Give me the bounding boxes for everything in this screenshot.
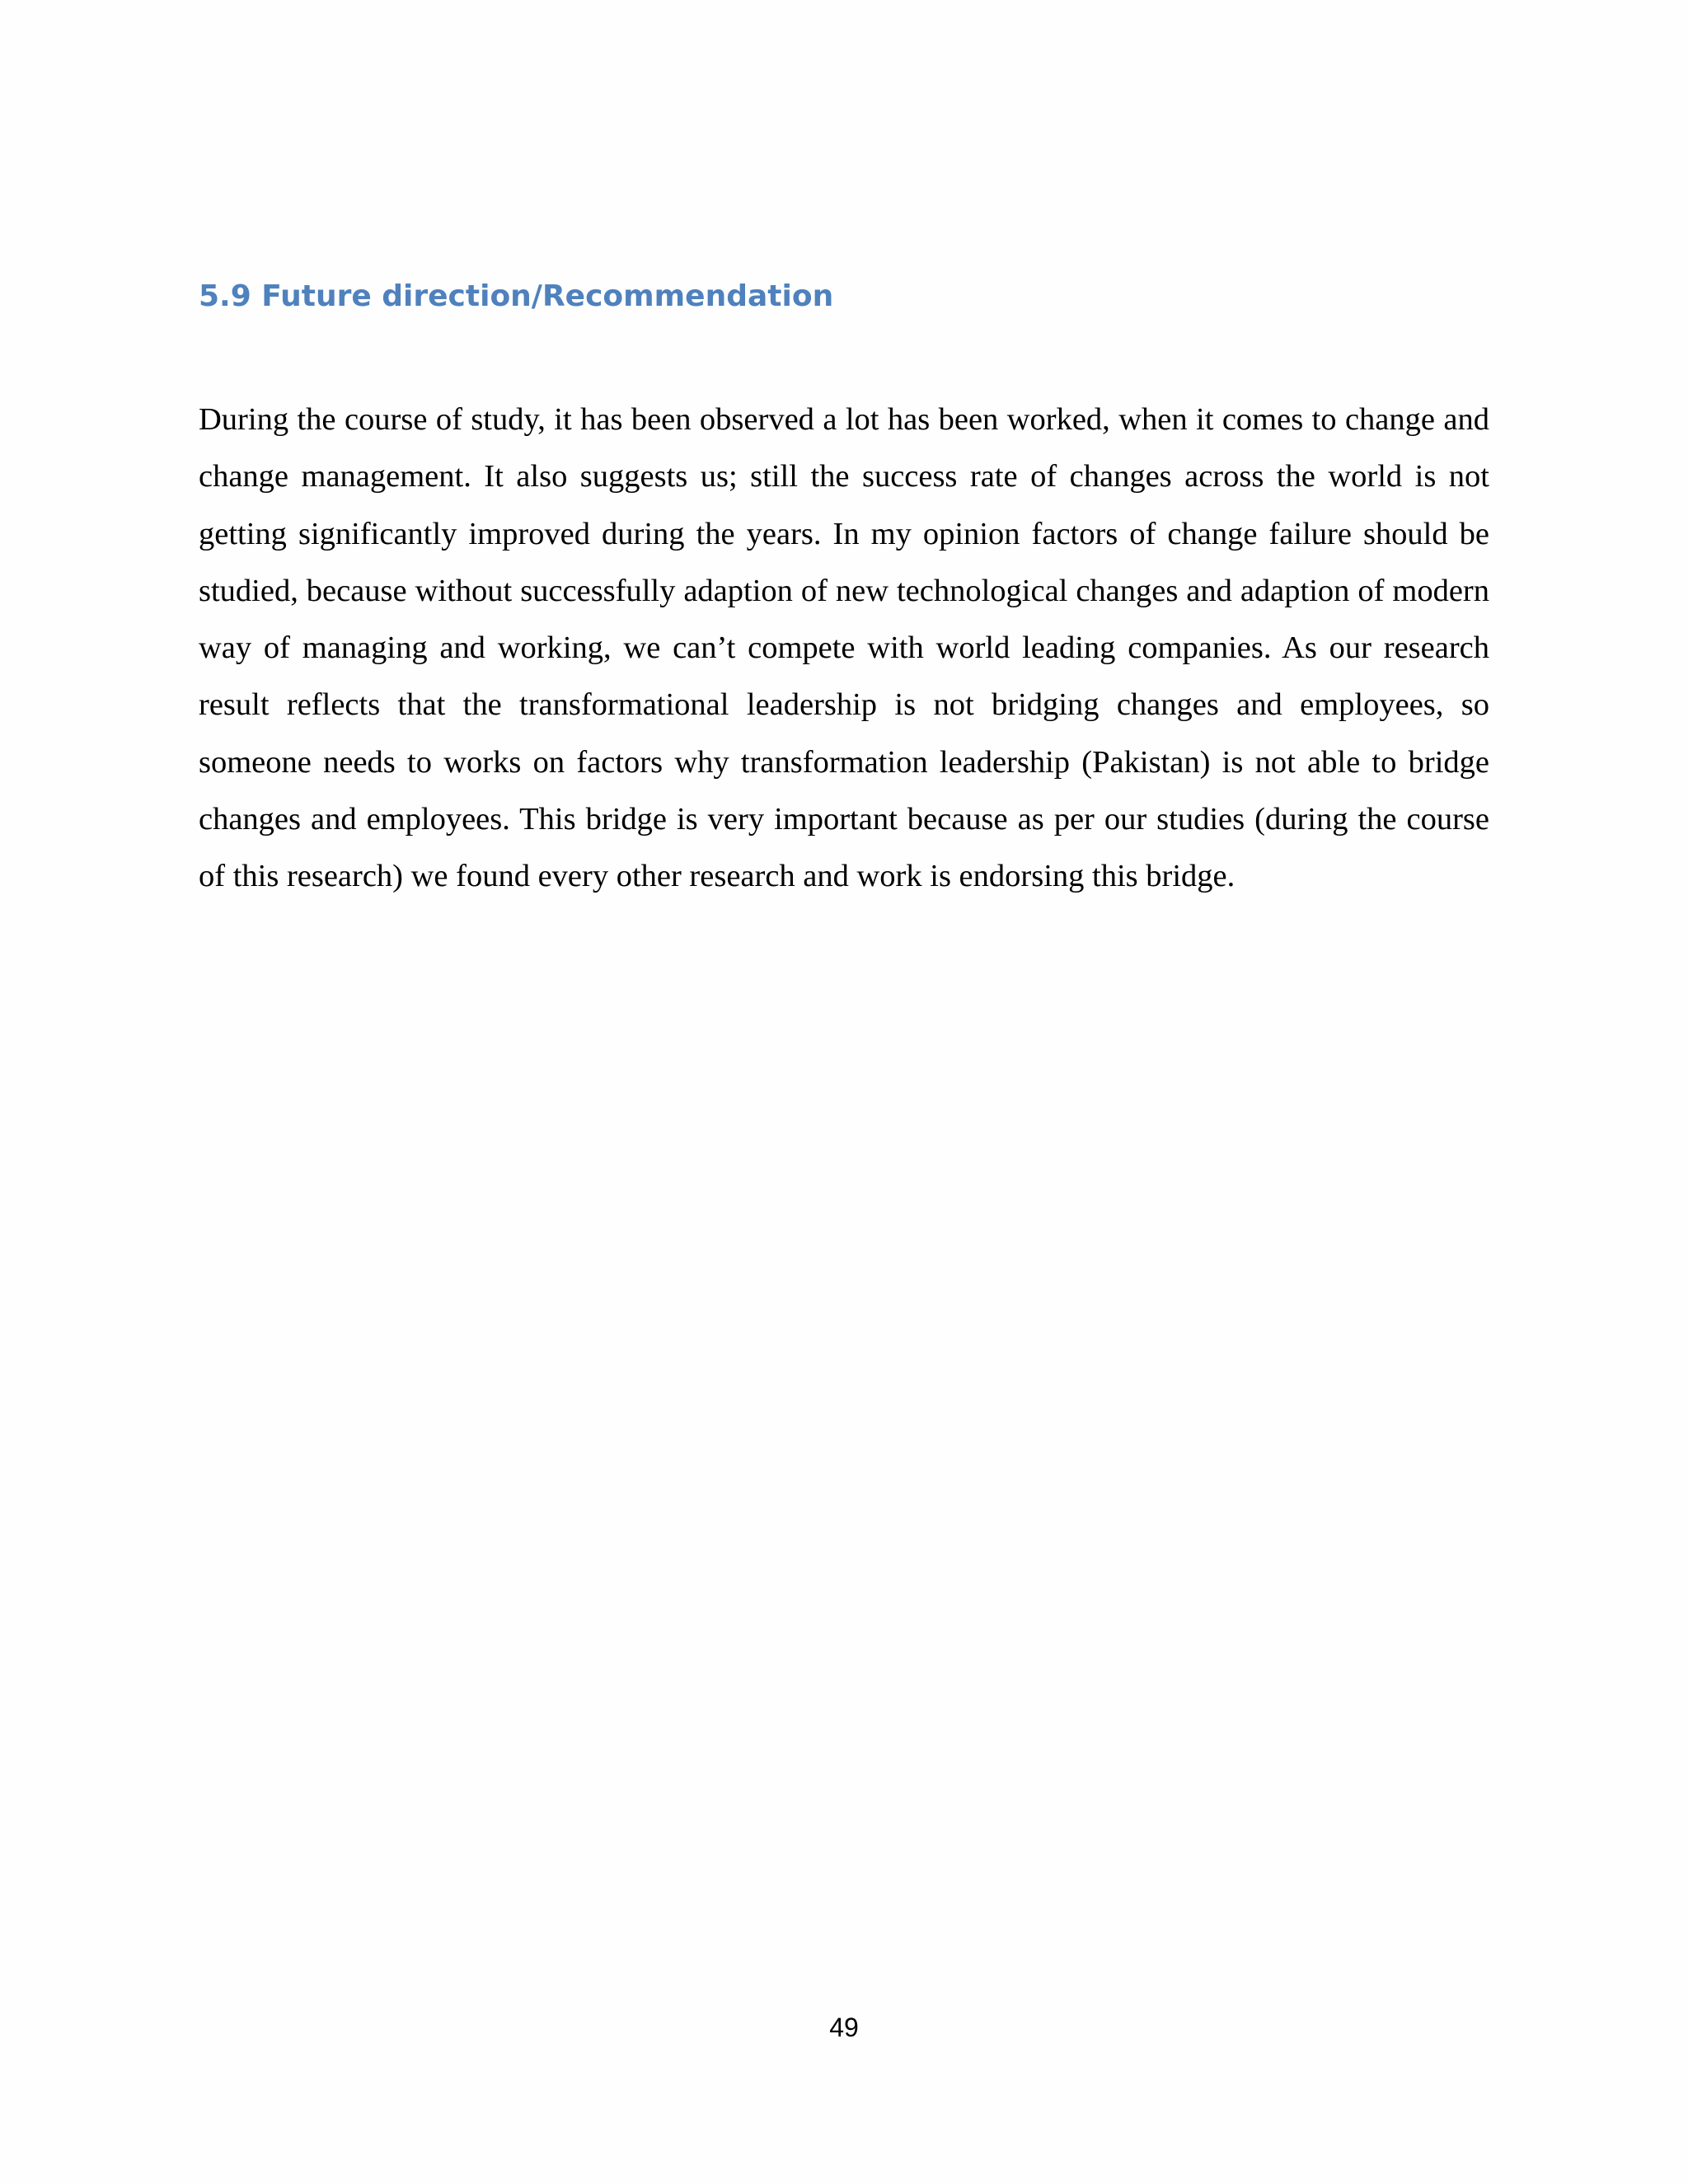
page-number: 49 [829, 2013, 859, 2042]
section-heading: 5.9 Future direction/Recommendation [199, 279, 834, 313]
body-paragraph: During the course of study, it has been observed a lot has been worked, when it comes to change and change management. It also suggests us; still the success rate of changes across the world is not getting significantly improved during the years. In my opinion factors of change failure should be studied, because without successfully adaption of new technological changes and adaption of modern way of managing and working, we can’t compete with world leading companies. As our research result reflects that the transformational leadership is not bridging changes and employees, so someone needs to works on factors why transformation leadership (Pakistan) is not able to bridge changes and employees. This bridge is very important because as per our studies (during the course of this research) we found every other research and work is endorsing this bridge. [199, 402, 1489, 894]
